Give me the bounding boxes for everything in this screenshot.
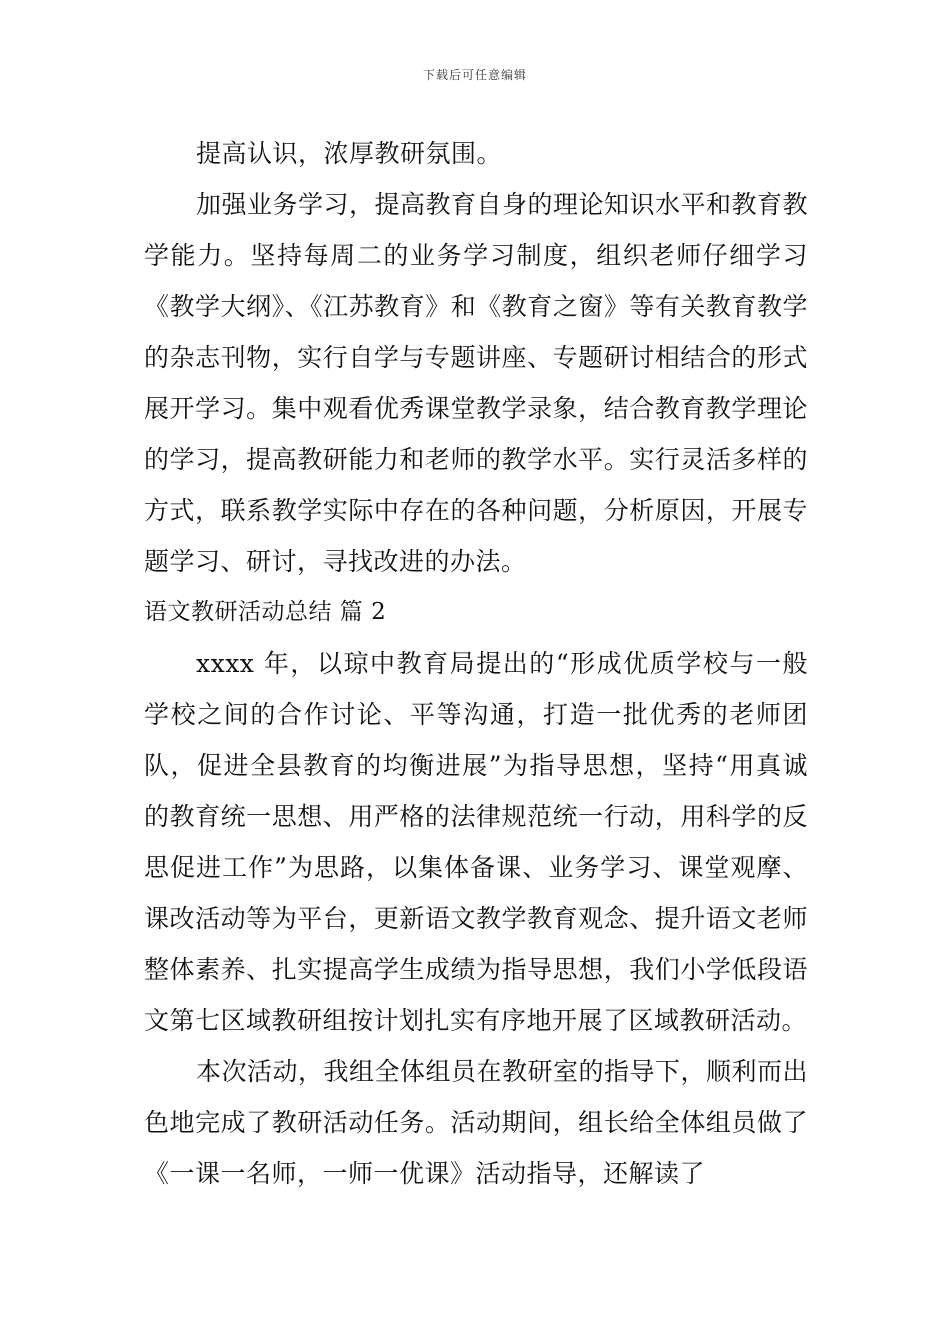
page-header-note: 下载后可任意编辑 <box>422 68 527 82</box>
section-title: 语文教研活动总结 篇 2 <box>144 599 387 625</box>
paragraph-year-summary: xxxx 年，以琼中教育局提出的“形成优质学校与一般学校之间的合作讨论、平等沟通，打造一批优秀的老师团队，促进全县教育的均衡进展”为指导思想，坚持“用真诚的教育统一思想、用严格的法律规范统一行动，用科学的反思促进工作”为思路，以集体备课、业务学习、课堂观摩、课改活动等为平台，更新语文教学教育观念、提升语文老师整体素养、扎实提高学生成绩为指导思想，我们小学低段语文第七区域教研组按计划扎实有序地开展了区域教研活动。 <box>144 649 808 1035</box>
paragraph-awareness: 提高认识，浓厚教研氛围。 <box>196 139 503 168</box>
paragraph-activity: 本次活动，我组全体组员在教研室的指导下，顺利而出色地完成了教研活动任务。活动期间，组长给全体组员做了《一课一名师，一师一优课》活动指导，还解读了 <box>144 1057 809 1188</box>
document-body <box>144 128 808 1199</box>
paragraph-study: 加强业务学习，提高教育自身的理论知识水平和教育教学能力。坚持每周二的业务学习制度，组织老师仔细学习《教学大纲》、《江苏教育》和《教育之窗》等有关教育教学的杂志刊物，实行自学与专题讲座、专题研讨相结合的形式展开学习。集中观看优秀课堂教学录象，结合教育教学理论的学习，提高教研能力和老师的教学水平。实行灵活多样的方式，联系教学实际中存在的各种问题，分析原因，开展专题学习、研讨，寻找改进的办法。 <box>144 190 809 576</box>
